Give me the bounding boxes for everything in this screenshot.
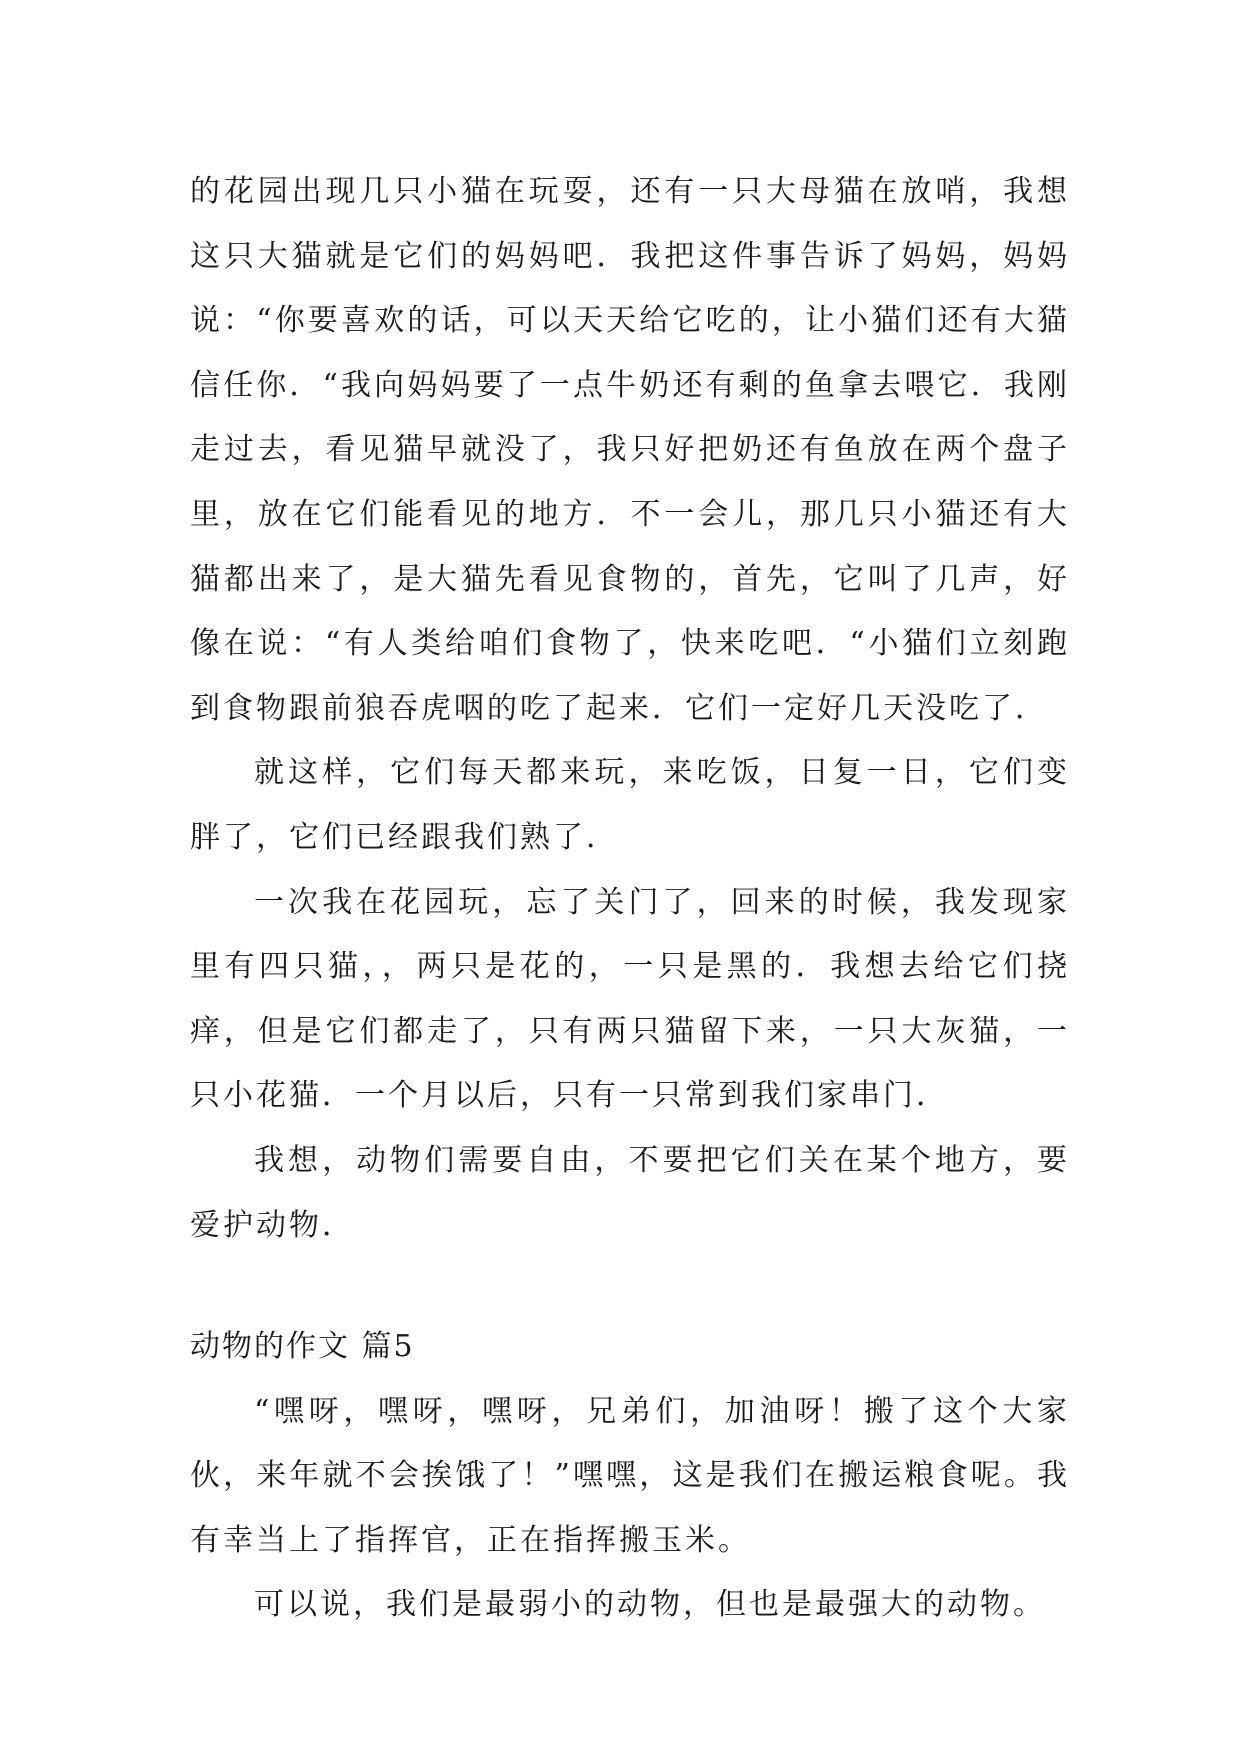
paragraph-1: 的花园出现几只小猫在玩耍，还有一只大母猫在放哨，我想这只大猫就是它们的妈妈吧．我把这件事告诉了妈妈，妈妈说：“你要喜欢的话，可以天天给它吃的，让小猫们还有大猫信任你．“我向妈妈要了一点牛奶还有剩的鱼拿去喂它．我刚走过去，看见猫早就没了，我只好把奶还有鱼放在两个盘子里，放在它们能看见的地方．不一会儿，那几只小猫还有大猫都出来了，是大猫先看见食物的，首先，它叫了几声，好像在说：“有人类给咱们食物了，快来吃吧．“小猫们立刻跑到食物跟前狼吞虎咽的吃了起来．它们一定好几天没吃了． [190,174,1070,726]
paragraph-5: “嘿呀，嘿呀，嘿呀，兄弟们，加油呀！搬了这个大家伙，来年就不会挨饿了！”嘿嘿，这是我们在搬运粮食呢。我有幸当上了指挥官，正在指挥搬玉米。 [190,1393,1070,1558]
section-heading: 动物的作文 篇5 [190,1329,415,1365]
paragraph-4: 我想，动物们需要自由，不要把它们关在某个地方，要爱护动物． [190,1142,1070,1243]
document-body [190,160,1070,1638]
paragraph-2: 就这样，它们每天都来玩，来吃饭，日复一日，它们变胖了，它们已经跟我们熟了． [190,755,1070,855]
paragraph-3: 一次我在花园玩，忘了关门了，回来的时候，我发现家里有四只猫，，两只是花的，一只是黑的．我想去给它们挠痒，但是它们都走了，只有两只猫留下来，一只大灰猫，一只小花猫．一个月以后，只有一只常到我们家串门． [190,884,1070,1114]
section-gap [190,1258,1070,1315]
paragraph-6: 可以说，我们是最弱小的动物，但也是最强大的动物。 [254,1587,1046,1623]
